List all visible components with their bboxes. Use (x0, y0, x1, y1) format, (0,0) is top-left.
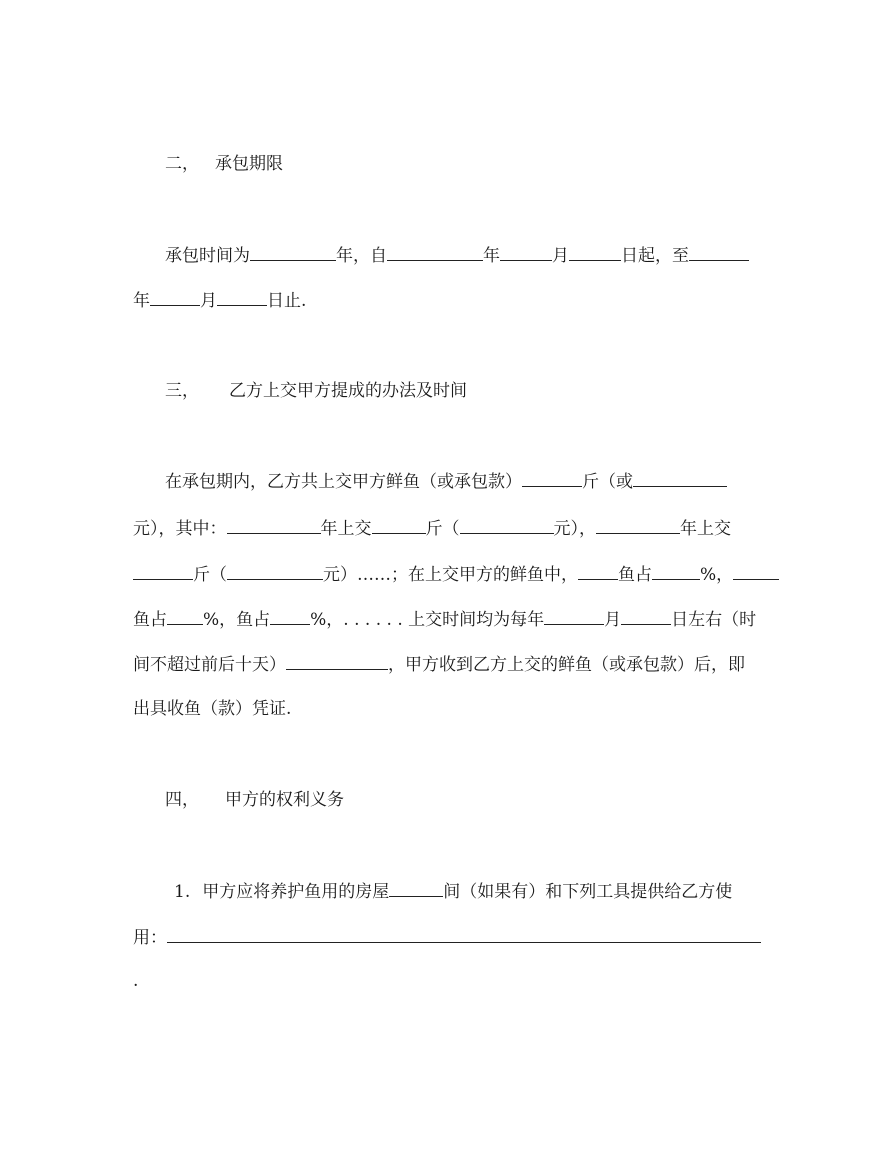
section-number: 三， (165, 381, 199, 401)
s3-line-3 (133, 563, 779, 586)
blank-field[interactable] (633, 470, 727, 487)
item-number: 1. (174, 882, 191, 902)
blank-field[interactable] (286, 653, 388, 670)
blank-field[interactable] (150, 289, 200, 306)
text: 在承包期内，乙方共上交甲方鲜鱼（或承包款） (165, 472, 522, 492)
blank-field[interactable] (733, 563, 779, 580)
text: 承包时间为 (165, 246, 250, 266)
section-title: 承包期限 (215, 154, 283, 174)
s3-line-2 (133, 517, 731, 540)
section-2-heading (165, 153, 283, 175)
text: 元），其中： (133, 519, 227, 539)
text: 鱼占 (618, 565, 652, 585)
blank-field[interactable] (522, 470, 582, 487)
text: ，甲方收到乙方上交的鲜鱼（或承包款）后，即 (388, 655, 745, 675)
section-title: 乙方上交甲方提成的办法及时间 (229, 381, 467, 401)
blank-field[interactable] (270, 608, 310, 625)
s3-line-4 (133, 608, 756, 631)
text: 年上交 (680, 519, 731, 539)
blank-field[interactable] (250, 244, 336, 261)
text: 月 (604, 610, 622, 630)
blank-field[interactable] (460, 517, 554, 534)
text: 年 (483, 246, 500, 266)
text: 日左右（时 (671, 610, 757, 630)
text: %，. . . . . . 上交时间均为每年 (310, 610, 545, 630)
blank-field[interactable] (217, 289, 267, 306)
text: 鱼占 (133, 610, 167, 630)
text: 日起，至 (621, 246, 689, 266)
section-4-heading (165, 789, 344, 811)
text: 元）……；在上交甲方的鲜鱼中， (323, 565, 578, 585)
item-1-line-2 (133, 926, 761, 949)
text: %， (700, 565, 734, 585)
text: . (133, 971, 139, 991)
blank-field[interactable] (578, 563, 618, 580)
blank-field[interactable] (227, 563, 323, 580)
item-1-line-1 (174, 880, 732, 903)
blank-field[interactable] (500, 244, 552, 261)
s3-line-5 (133, 653, 745, 676)
term-line-2 (133, 289, 306, 312)
text: 年，自 (336, 246, 387, 266)
text: 间（如果有）和下列工具提供给乙方使 (443, 882, 733, 902)
text: %，鱼占 (203, 610, 271, 630)
item-1-end (133, 970, 138, 992)
text: 斤（或 (582, 472, 633, 492)
text: 元）， (553, 519, 596, 539)
blank-field[interactable] (227, 517, 321, 534)
text: 月 (200, 291, 217, 311)
blank-field[interactable] (544, 608, 604, 625)
blank-field[interactable] (569, 244, 621, 261)
text: 日止. (267, 291, 307, 311)
blank-field[interactable] (167, 608, 203, 625)
s3-line-6 (133, 698, 291, 720)
blank-field[interactable] (689, 244, 749, 261)
blank-field[interactable] (167, 926, 761, 943)
text: 斤（ (425, 519, 460, 539)
text: 月 (552, 246, 569, 266)
blank-field[interactable] (652, 563, 700, 580)
text: 出具收鱼（款）凭证. (133, 699, 292, 719)
s3-line-1 (165, 470, 727, 493)
text: 年上交 (320, 519, 372, 539)
text: 斤（ (193, 565, 227, 585)
text: 用： (133, 928, 167, 948)
section-number: 四， (165, 790, 199, 810)
section-3-heading (165, 380, 467, 402)
section-number: 二， (165, 154, 199, 174)
blank-field[interactable] (372, 517, 426, 534)
text: 间不超过前后十天） (133, 655, 286, 675)
blank-field[interactable] (621, 608, 671, 625)
blank-field[interactable] (596, 517, 680, 534)
text: 甲方应将养护鱼用的房屋 (202, 882, 390, 902)
blank-field[interactable] (389, 880, 443, 897)
term-line-1 (165, 244, 749, 267)
section-title: 甲方的权利义务 (225, 790, 344, 810)
blank-field[interactable] (387, 244, 483, 261)
text: 年 (133, 291, 150, 311)
blank-field[interactable] (133, 563, 193, 580)
